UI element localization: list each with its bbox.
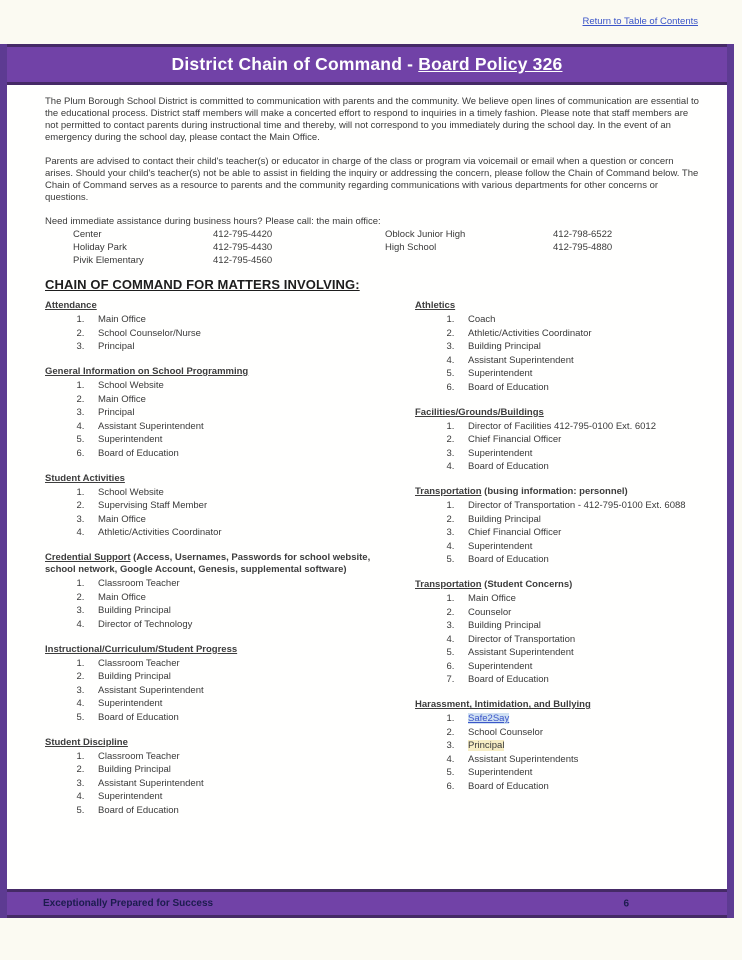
chain-item: 2. School Counselor (457, 727, 699, 739)
chain-item: 3. Building Principal (457, 341, 699, 353)
phone-number: 412-795-4880 (553, 242, 613, 253)
chain-section (45, 366, 415, 460)
phone-number: 412-795-4420 (213, 229, 273, 240)
chain-item: 1. School Website (87, 380, 415, 392)
chain-section (45, 300, 415, 353)
chain-item: 4. Assistant Superintendents (457, 754, 699, 766)
chain-item (457, 740, 699, 752)
chain-item: 5. Board of Education (87, 805, 415, 817)
chain-list (45, 380, 415, 460)
chain-list (45, 578, 415, 631)
highlighted-text: Principal (468, 740, 505, 751)
chain-item: 6. Board of Education (457, 781, 699, 793)
chain-item: 4. Board of Education (457, 461, 699, 473)
chain-item: 1. Director of Transportation - 412-795-0100 Ext. 6088 (457, 500, 699, 512)
chain-item: 1. Main Office (457, 593, 699, 605)
section-title-suffix: (busing information: personnel) (481, 486, 628, 497)
section-title: General Information on School Programming (45, 366, 249, 377)
chain-item: 4. Superintendent (457, 541, 699, 553)
chain-item: 4. Superintendent (87, 791, 415, 803)
chain-item: 1. Classroom Teacher (87, 751, 415, 763)
chain-item: 2. Athletic/Activities Coordinator (457, 328, 699, 340)
chain-section (415, 486, 699, 566)
footer-bar (7, 889, 727, 918)
footer-tagline: Exceptionally Prepared for Success (43, 898, 214, 909)
section-title: Credential Support (Access, Usernames, Passwords for school website, school network, Google Account, Genesis, supplemental software) (45, 552, 371, 575)
chain-column-left (45, 300, 415, 830)
chain-item: 3. Principal (87, 407, 415, 419)
page-number: 6 (623, 898, 629, 909)
chain-item: 1. Director of Facilities 412-795-0100 Ext. 6012 (457, 421, 699, 433)
title-banner (7, 44, 727, 85)
chain-section (45, 552, 415, 631)
chain-item: 1. Classroom Teacher (87, 658, 415, 670)
chain-item: 3. Principal (87, 341, 415, 353)
intro-paragraph-1: The Plum Borough School District is committed to communication with parents and the community. We believe open lines of communication are essential to the educational process. District staff members will make a concerted effort to respond to inquiries in a timely fashion. Please note that staff members are not permitted to contact parents during instructional time and thereby, will not correspond to you immediately during the school day. In the event of an emergency during the school day, please contact the Main Office. (45, 96, 699, 143)
section-title: Student Activities (45, 472, 125, 484)
chain-item: 3. Building Principal (457, 620, 699, 632)
school-name: Oblock Junior High (385, 229, 466, 240)
chain-item: 5. Superintendent (87, 434, 415, 446)
section-title: Instructional/Curriculum/Student Progress (45, 643, 238, 655)
chain-item: 4. Assistant Superintendent (457, 355, 699, 367)
chain-item: 3. Chief Financial Officer (457, 527, 699, 539)
chain-item: 2. Building Principal (457, 514, 699, 526)
chain-columns (45, 300, 699, 830)
chain-column-right (415, 300, 699, 830)
chain-list (45, 314, 415, 353)
school-name: Center (73, 229, 102, 240)
chain-item: 3. Superintendent (457, 448, 699, 460)
school-name: High School (385, 242, 437, 253)
chain-item: 3. Building Principal (87, 605, 415, 617)
board-policy-link[interactable]: Board Policy 326 (418, 54, 563, 74)
school-name (385, 255, 553, 267)
section-title: Harassment, Intimidation, and Bullying (415, 699, 591, 710)
chain-item: 2. Building Principal (87, 671, 415, 683)
chain-item (457, 713, 699, 725)
phone-grid (73, 229, 699, 267)
chain-section (415, 300, 699, 394)
chain-item: 1. Classroom Teacher (87, 578, 415, 590)
chain-section (415, 699, 699, 793)
bottom-margin (0, 918, 742, 960)
section-title-suffix: (Student Concerns) (481, 579, 573, 590)
page-title (172, 54, 563, 75)
chain-list (415, 314, 699, 394)
phone-directory-intro: Need immediate assistance during business hours? Please call: the main office: (45, 216, 381, 227)
section-title: Student Discipline (45, 736, 128, 748)
chain-item: 4. Director of Transportation (457, 634, 699, 646)
page-content (7, 85, 727, 889)
phone-number: 412-795-4430 (213, 242, 273, 253)
section-title: Athletics (415, 300, 456, 311)
section-title-suffix: (Access, Usernames, Passwords for school website, school network, Google Account, Genesis, supplemental software) (45, 552, 371, 575)
chain-item: 5. Superintendent (457, 368, 699, 380)
chain-section (45, 737, 415, 817)
school-name: Pivik Elementary (73, 255, 144, 266)
chain-item: 5. Board of Education (457, 554, 699, 566)
phone-number: 412-798-6522 (553, 229, 613, 240)
chain-item: 1. Main Office (87, 314, 415, 326)
chain-list (45, 658, 415, 724)
chain-item: 7. Board of Education (457, 674, 699, 686)
chain-item: 1. School Website (87, 487, 415, 499)
chain-of-command-heading: CHAIN OF COMMAND FOR MATTERS INVOLVING: (45, 277, 360, 292)
chain-item: 4. Superintendent (87, 698, 415, 710)
chain-list (45, 487, 415, 540)
chain-item: 2. Main Office (87, 592, 415, 604)
chain-list (415, 593, 699, 686)
chain-item: 1. Coach (457, 314, 699, 326)
chain-item: 3. Assistant Superintendent (87, 778, 415, 790)
chain-section (415, 579, 699, 686)
toc-link-row (0, 0, 742, 44)
return-to-toc-link[interactable]: Return to Table of Contents (582, 16, 698, 27)
chain-section (45, 473, 415, 540)
phone-number (553, 255, 699, 267)
chain-item: 5. Superintendent (457, 767, 699, 779)
page-title-text: District Chain of Command - (171, 54, 419, 74)
section-title: Attendance (45, 300, 97, 311)
chain-item: 6. Board of Education (457, 382, 699, 394)
chain-item: 5. Board of Education (87, 712, 415, 724)
chain-item: 2. School Counselor/Nurse (87, 328, 415, 340)
chain-list (415, 500, 699, 566)
chain-section (415, 407, 699, 474)
safe2say-link[interactable]: Safe2Say (468, 713, 510, 724)
chain-item: 2. Building Principal (87, 764, 415, 776)
chain-item: 5. Assistant Superintendent (457, 647, 699, 659)
chain-item: 4. Director of Technology (87, 619, 415, 631)
section-title: Transportation (Student Concerns) (415, 579, 573, 590)
chain-item: 3. Main Office (87, 514, 415, 526)
chain-item: 2. Main Office (87, 394, 415, 406)
page-frame (0, 44, 734, 918)
chain-list (415, 421, 699, 474)
school-name: Holiday Park (73, 242, 127, 253)
section-title: Transportation (busing information: personnel) (415, 486, 628, 497)
chain-item: 6. Superintendent (457, 661, 699, 673)
chain-item: 4. Assistant Superintendent (87, 421, 415, 433)
chain-item: 2. Supervising Staff Member (87, 500, 415, 512)
chain-list (45, 751, 415, 817)
section-title: Facilities/Grounds/Buildings (415, 406, 544, 418)
chain-item: 4. Athletic/Activities Coordinator (87, 527, 415, 539)
chain-item: 2. Chief Financial Officer (457, 434, 699, 446)
chain-section (45, 644, 415, 724)
phone-number: 412-795-4560 (213, 255, 273, 266)
phone-directory (45, 216, 699, 267)
chain-item: 3. Assistant Superintendent (87, 685, 415, 697)
chain-list (415, 713, 699, 793)
chain-item: 2. Counselor (457, 607, 699, 619)
intro-paragraph-2: Parents are advised to contact their child's teacher(s) or educator in charge of the class or program via voicemail or email when a question or concern arises. Should your child's teacher(s) not be able to assist in fielding the inquiry or addressing the concern, please follow the Chain of Command below. The Chain of Command serves as a resource to parents and the community regarding communications with various departments for other concerns or questions. (45, 156, 699, 203)
chain-item: 6. Board of Education (87, 448, 415, 460)
